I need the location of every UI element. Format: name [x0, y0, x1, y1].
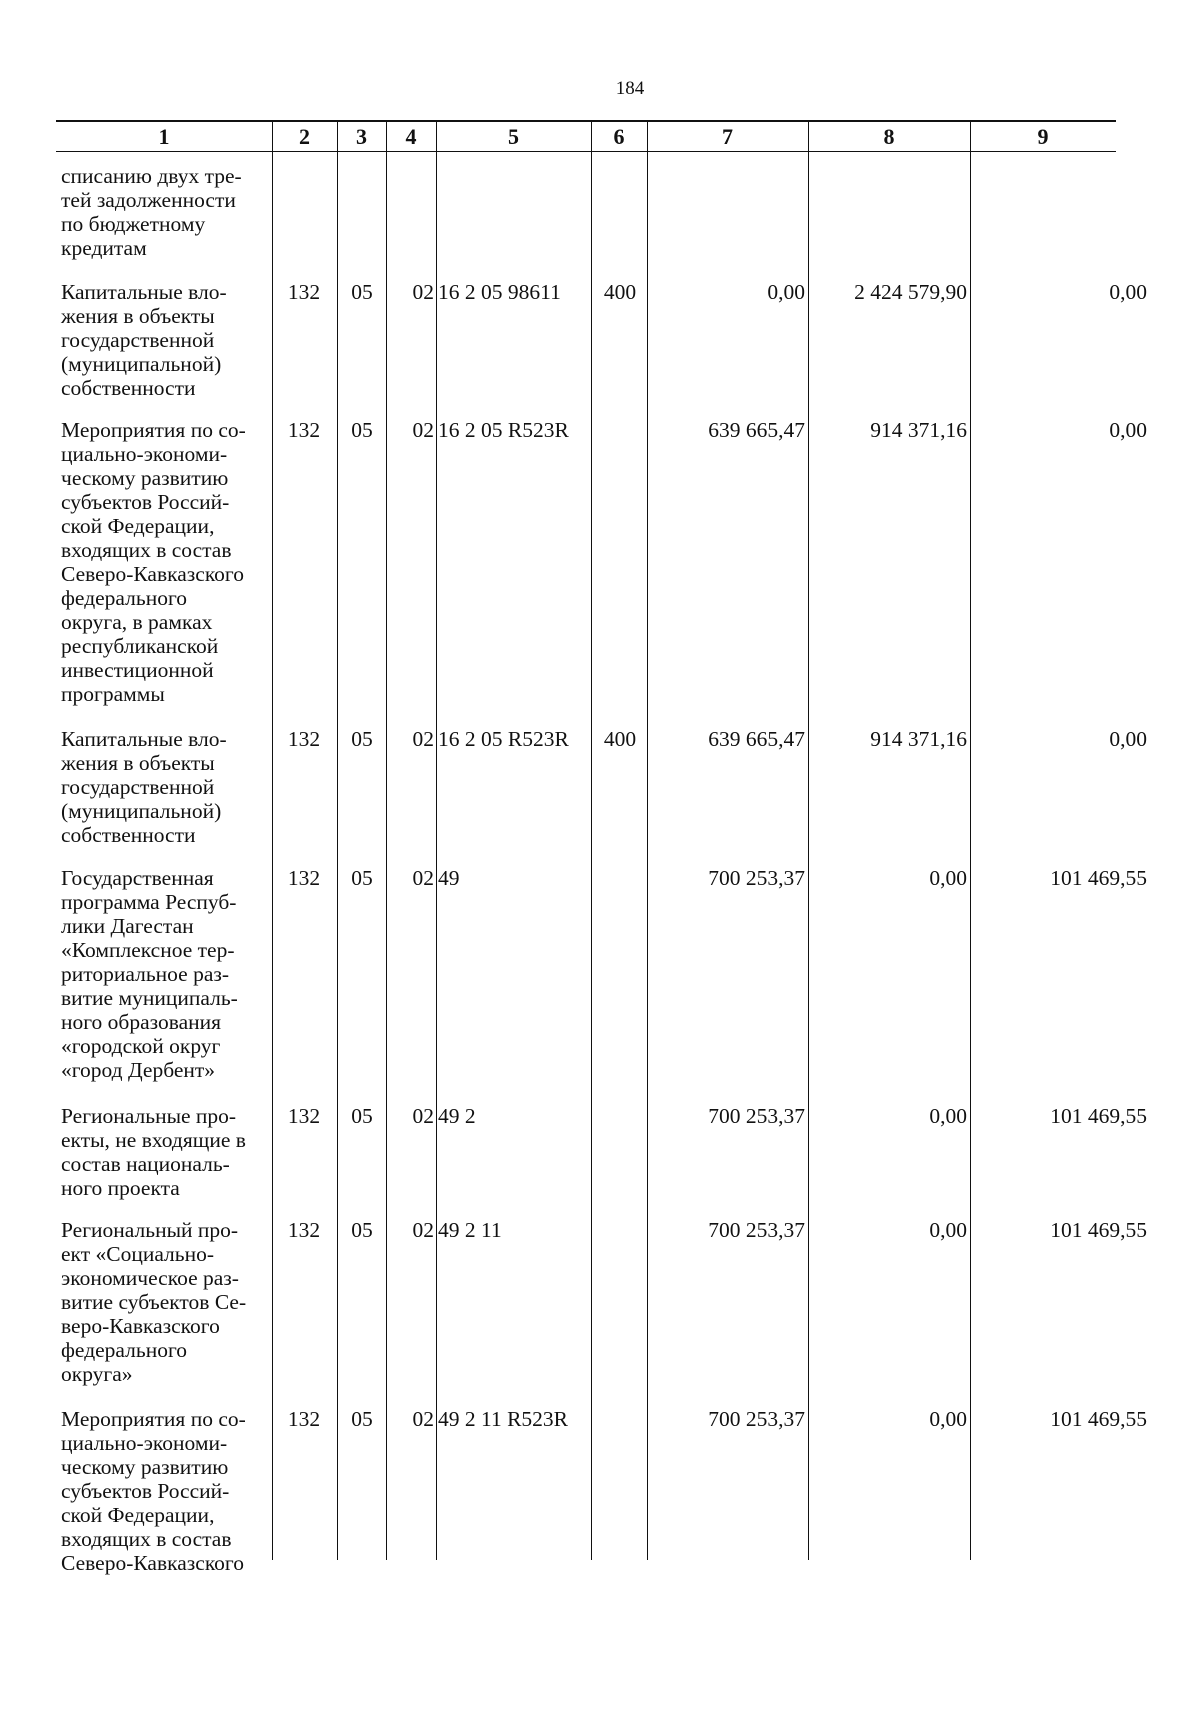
cell-c4: 02 [412, 418, 434, 442]
cell-c7: 700 253,37 [708, 1218, 805, 1242]
row-name-line: (муниципальной) [61, 799, 222, 823]
table-header-rule [56, 151, 1116, 152]
row-name-line: инвестиционной [61, 658, 214, 682]
row-name-line: Региональный про- [61, 1218, 239, 1242]
row-name-line: ект «Социально- [61, 1242, 215, 1266]
cell-c3: 05 [351, 727, 373, 751]
header-cell: 4 [405, 124, 417, 149]
cell-c5: 16 2 05 R523R [438, 418, 569, 442]
row-name-line: Государственная [61, 866, 214, 890]
row-name-line: входящих в состав [61, 538, 232, 562]
row-name-line: кредитам [61, 236, 147, 260]
cell-c8: 914 371,16 [870, 418, 967, 442]
row-name-line: жения в объекты [61, 304, 215, 328]
row-name-line: Капитальные вло- [61, 727, 227, 751]
cell-c7: 639 665,47 [708, 418, 805, 442]
header-cell: 5 [508, 124, 519, 149]
header-cell: 9 [1037, 124, 1049, 149]
row-name-line: Северо-Кавказского [61, 1551, 244, 1575]
row-name-line: ческому развитию [61, 1455, 229, 1479]
cell-c9: 101 469,55 [1050, 1218, 1147, 1242]
row-name [61, 727, 281, 847]
row-name-line: жения в объекты [61, 751, 215, 775]
cell-c5: 49 2 [438, 1104, 476, 1128]
row-name-line: ской Федерации, [61, 514, 215, 538]
cell-c7: 0,00 [767, 280, 805, 304]
row-name-line: ного образования [61, 1010, 222, 1034]
row-name-line: собственности [61, 823, 196, 847]
cell-c4: 02 [412, 866, 434, 890]
cell-c5: 16 2 05 98611 [438, 280, 561, 304]
row-name-line: субъектов Россий- [61, 1479, 230, 1503]
row-name-line: округа, в рамках [61, 610, 213, 634]
row-name [61, 1407, 281, 1575]
cell-c7: 700 253,37 [708, 1407, 805, 1431]
row-name-line: Северо-Кавказского [61, 562, 244, 586]
cell-c9: 0,00 [1109, 418, 1147, 442]
cell-c3: 05 [351, 1218, 373, 1242]
row-name-line: Капитальные вло- [61, 280, 227, 304]
header-cell: 8 [883, 124, 895, 149]
row-name-line: ческому развитию [61, 466, 229, 490]
row-name-line: циально-экономи- [61, 442, 228, 466]
cell-c8: 0,00 [929, 866, 967, 890]
cell-c9: 101 469,55 [1050, 866, 1147, 890]
column-divider [808, 120, 809, 1560]
cell-c7: 700 253,37 [708, 866, 805, 890]
row-name-line: екты, не входящие в [61, 1128, 246, 1152]
row-name [61, 280, 281, 400]
row-name [61, 1104, 281, 1200]
row-name-line: Региональные про- [61, 1104, 237, 1128]
column-divider [337, 120, 338, 1560]
cell-c9: 101 469,55 [1050, 1104, 1147, 1128]
cell-c9: 101 469,55 [1050, 1407, 1147, 1431]
header-cell: 6 [613, 124, 625, 149]
cell-c6: 400 [603, 727, 637, 751]
cell-c4: 02 [412, 1218, 434, 1242]
header-cell: 7 [722, 124, 733, 149]
cell-c9: 0,00 [1109, 280, 1147, 304]
cell-c5: 49 [438, 866, 460, 890]
row-name-line: веро-Кавказского [61, 1314, 220, 1338]
cell-c2: 132 [287, 418, 321, 442]
row-name-line: республиканской [61, 634, 219, 658]
column-divider [647, 120, 648, 1560]
row-name [61, 164, 281, 260]
cell-c2: 132 [287, 1104, 321, 1128]
row-name-line: округа» [61, 1362, 133, 1386]
row-name-line: собственности [61, 376, 196, 400]
cell-c2: 132 [287, 1218, 321, 1242]
row-name-line: ской Федерации, [61, 1503, 215, 1527]
cell-c2: 132 [287, 866, 321, 890]
cell-c8: 0,00 [929, 1407, 967, 1431]
row-name-line: федерального [61, 1338, 187, 1362]
row-name [61, 866, 281, 1082]
cell-c4: 02 [412, 280, 434, 304]
header-cell: 1 [158, 124, 170, 149]
row-name-line: лики Дагестан [61, 914, 194, 938]
cell-c7: 639 665,47 [708, 727, 805, 751]
row-name-line: тей задолженности [61, 188, 236, 212]
row-name-line: «город Дербент» [61, 1058, 216, 1082]
header-cell: 2 [299, 124, 310, 149]
cell-c5: 16 2 05 R523R [438, 727, 569, 751]
cell-c8: 0,00 [929, 1218, 967, 1242]
cell-c3: 05 [351, 1407, 373, 1431]
row-name-line: программы [61, 682, 165, 706]
row-name-line: федерального [61, 586, 187, 610]
cell-c3: 05 [351, 280, 373, 304]
cell-c7: 700 253,37 [708, 1104, 805, 1128]
row-name-line: экономическое раз- [61, 1266, 239, 1290]
row-name-line: по бюджетному [61, 212, 206, 236]
cell-c6: 400 [603, 280, 637, 304]
cell-c8: 914 371,16 [870, 727, 967, 751]
cell-c8: 2 424 579,90 [854, 280, 967, 304]
cell-c3: 05 [351, 418, 373, 442]
row-name-line: программа Респуб- [61, 890, 237, 914]
row-name-line: циально-экономи- [61, 1431, 228, 1455]
row-name-line: витие муниципаль- [61, 986, 238, 1010]
header-cell: 3 [356, 124, 367, 149]
cell-c5: 49 2 11 R523R [438, 1407, 569, 1431]
cell-c4: 02 [412, 1407, 434, 1431]
row-name-line: «Комплексное тер- [61, 938, 235, 962]
cell-c2: 132 [287, 280, 321, 304]
cell-c2: 132 [287, 1407, 321, 1431]
cell-c3: 05 [351, 1104, 373, 1128]
row-name-line: (муниципальной) [61, 352, 222, 376]
cell-c8: 0,00 [929, 1104, 967, 1128]
row-name-line: витие субъектов Се- [61, 1290, 247, 1314]
cell-c4: 02 [412, 727, 434, 751]
row-name-line: субъектов Россий- [61, 490, 230, 514]
cell-c4: 02 [412, 1104, 434, 1128]
cell-c2: 132 [287, 727, 321, 751]
column-divider [386, 120, 387, 1560]
column-divider [591, 120, 592, 1560]
row-name-line: списанию двух тре- [61, 164, 242, 188]
row-name-line: «городской округ [61, 1034, 221, 1058]
row-name-line: состав националь- [61, 1152, 230, 1176]
row-name-line: Мероприятия по со- [61, 1407, 246, 1431]
row-name [61, 418, 281, 706]
cell-c3: 05 [351, 866, 373, 890]
row-name-line: государственной [61, 775, 215, 799]
column-divider [436, 120, 437, 1560]
row-name-line: государственной [61, 328, 215, 352]
row-name-line: входящих в состав [61, 1527, 232, 1551]
cell-c9: 0,00 [1109, 727, 1147, 751]
column-divider [970, 120, 971, 1560]
row-name [61, 1218, 281, 1386]
row-name-line: Мероприятия по со- [61, 418, 246, 442]
row-name-line: ного проекта [61, 1176, 180, 1200]
row-name-line: риториальное раз- [61, 962, 230, 986]
cell-c5: 49 2 11 [438, 1218, 502, 1242]
table-top-rule [56, 120, 1116, 122]
page-number: 184 [615, 78, 645, 99]
